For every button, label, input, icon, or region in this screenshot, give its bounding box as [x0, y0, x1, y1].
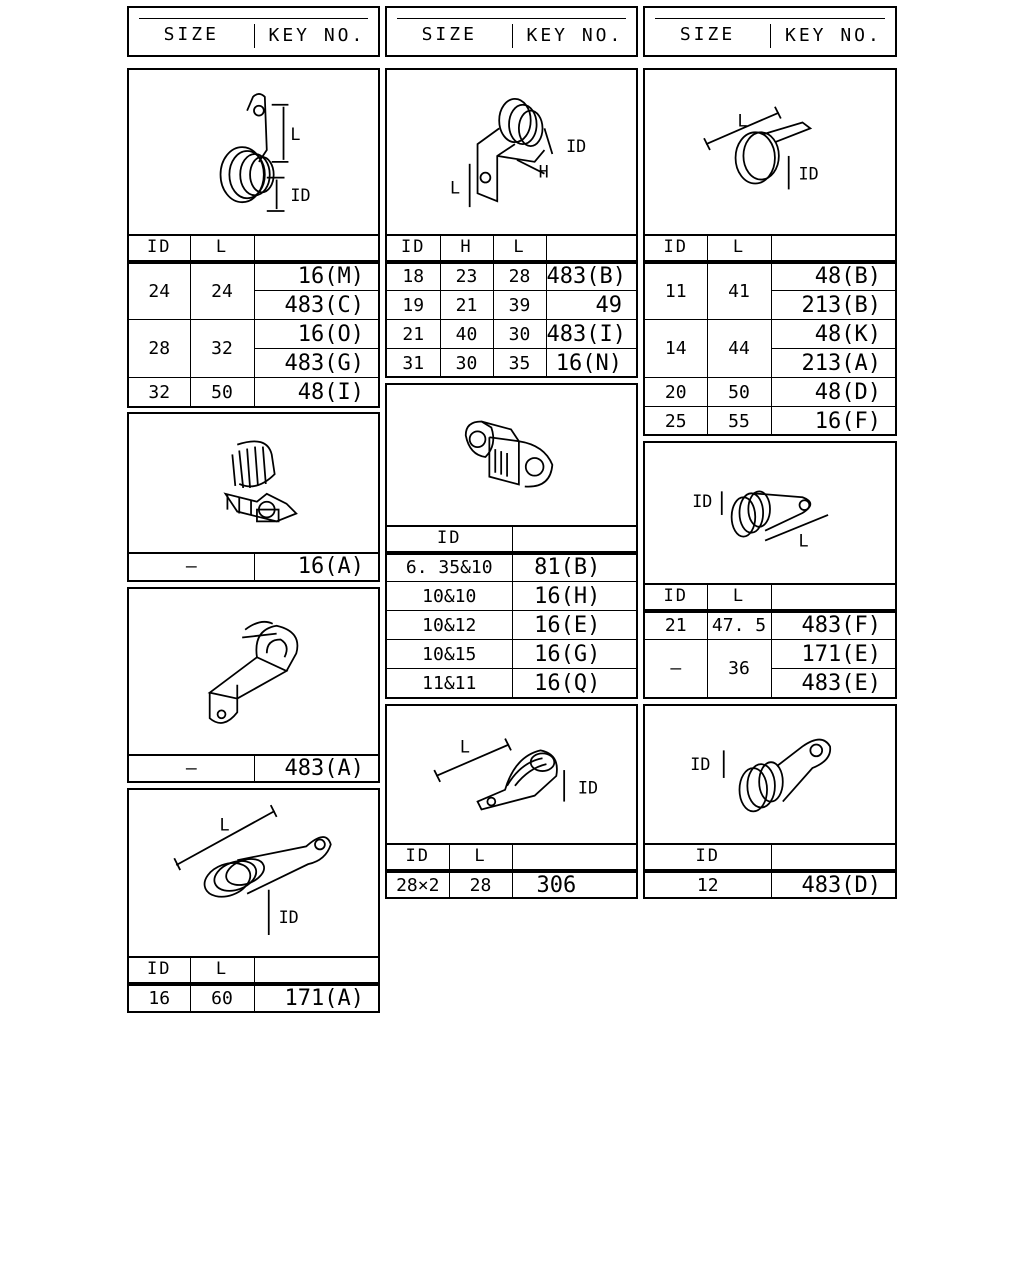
offset-clamp-drawing [387, 70, 636, 234]
dim-label-id: ID [690, 754, 711, 775]
cell-key: 483(E) [771, 669, 895, 698]
clip-illustration [645, 70, 895, 236]
cell-key: 16(F) [771, 407, 895, 436]
col-header-key [771, 844, 895, 871]
cell-key: 16(Q) [512, 669, 636, 698]
clip-illustration [645, 706, 895, 845]
cell-h: 40 [440, 320, 493, 349]
col-header-key [771, 584, 895, 611]
cell-key: 483(A) [254, 755, 378, 782]
clip-panel-offset-clamp [385, 68, 638, 378]
cell-l: 30 [493, 320, 546, 349]
key-no-header-label: KEY NO. [512, 24, 637, 48]
ring-clamp-drawing [645, 70, 895, 234]
col-header-h: H [440, 235, 493, 262]
key-no-header-label: KEY NO. [770, 24, 895, 48]
cell-id: — [645, 640, 707, 698]
cell-key: 16(G) [512, 640, 636, 669]
cell-key: 16(E) [512, 611, 636, 640]
size-table [129, 234, 378, 407]
clip-illustration [645, 443, 895, 585]
clip-illustration [129, 790, 378, 958]
cell-key: 483(I) [546, 320, 636, 349]
cell-l: 41 [707, 262, 771, 320]
column-2-header [385, 6, 638, 57]
col-header-l: L [707, 235, 771, 262]
col-header-id: ID [387, 235, 440, 262]
cell-id: 31 [387, 349, 440, 378]
dim-label-l: L [459, 736, 470, 757]
cell-id: 10&12 [387, 611, 512, 640]
column-1-header [127, 6, 380, 57]
size-header-label: SIZE [163, 24, 219, 45]
cell-key: 16(N) [546, 349, 636, 378]
clip-panel-plastic [127, 412, 380, 582]
cell-id: 14 [645, 320, 707, 378]
cell-size: — [129, 553, 254, 581]
size-table [129, 956, 378, 1012]
size-table [387, 843, 636, 898]
dim-label-id: ID [577, 777, 599, 798]
col-header-id: ID [645, 844, 771, 871]
col-header-l: L [449, 844, 512, 871]
cell-l: 36 [707, 640, 771, 698]
cell-l: 32 [190, 320, 254, 378]
double-clip-drawing [387, 385, 636, 525]
column-3-header [643, 6, 897, 57]
cell-id: 19 [387, 291, 440, 320]
dim-label-l: L [290, 124, 301, 145]
col-header-id: ID [645, 235, 707, 262]
cell-key: 483(B) [546, 262, 636, 291]
clip-panel-double-plastic [385, 383, 638, 699]
dim-label-id: ID [566, 136, 587, 156]
cell-key: 48(B) [771, 262, 895, 291]
size-table [129, 552, 378, 581]
size-table [645, 843, 895, 898]
cell-l: 44 [707, 320, 771, 378]
cell-id: 28 [129, 320, 190, 378]
col-header-id: ID [129, 235, 190, 262]
clip-illustration [129, 414, 378, 554]
col-header-l: L [190, 957, 254, 984]
dim-label-l: L [737, 110, 748, 131]
size-table [387, 234, 636, 378]
clip-panel-ring-clamp [643, 68, 897, 436]
col-header-id: ID [129, 957, 190, 984]
clip-illustration [129, 70, 378, 236]
dim-label-l: L [449, 177, 461, 198]
clip-illustration [387, 385, 636, 527]
cell-size: — [129, 755, 254, 782]
col-header-key [512, 844, 636, 871]
cell-key: 306 [512, 871, 636, 898]
cell-key: 16(A) [254, 553, 378, 581]
cell-l: 50 [707, 378, 771, 407]
col-header-key [254, 957, 378, 984]
cell-l: 55 [707, 407, 771, 436]
cell-id: 11 [645, 262, 707, 320]
col-header-key [546, 235, 636, 262]
cell-l: 39 [493, 291, 546, 320]
size-header-label: SIZE [679, 24, 736, 45]
col-header-l: L [493, 235, 546, 262]
dim-label-id: ID [290, 185, 311, 206]
size-table [387, 525, 636, 698]
bracket-clip-drawing [129, 589, 378, 754]
cell-key: 213(A) [771, 349, 895, 378]
tab-loop-clamp-drawing [645, 706, 895, 843]
cell-id: 18 [387, 262, 440, 291]
cell-key: 171(E) [771, 640, 895, 669]
cell-l: 35 [493, 349, 546, 378]
dim-label-l: L [798, 530, 809, 551]
cell-l: 47. 5 [707, 611, 771, 640]
clip-panel-oval-clamp [385, 704, 638, 899]
cell-key: 48(I) [254, 378, 378, 407]
col-header-key [771, 235, 895, 262]
cell-key: 16(M) [254, 262, 378, 291]
cell-id: 6. 35&10 [387, 553, 512, 582]
cell-id: 10&15 [387, 640, 512, 669]
long-clamp-drawing [129, 790, 378, 956]
clip-panel-loop-clamp [643, 441, 897, 699]
cell-id: 11&11 [387, 669, 512, 698]
cell-h: 21 [440, 291, 493, 320]
clip-illustration [387, 706, 636, 845]
cell-l: 60 [190, 984, 254, 1012]
cell-id: 28×2 [387, 871, 449, 898]
cell-id: 25 [645, 407, 707, 436]
cell-key: 213(B) [771, 291, 895, 320]
col-header-id: ID [387, 526, 512, 553]
cell-id: 20 [645, 378, 707, 407]
col-header-l: L [707, 584, 771, 611]
size-header-label: SIZE [421, 24, 477, 45]
cell-id: 21 [645, 611, 707, 640]
cell-key: 483(D) [771, 871, 895, 898]
cell-l: 24 [190, 262, 254, 320]
key-no-header-label: KEY NO. [254, 24, 379, 48]
cell-h: 30 [440, 349, 493, 378]
size-table [645, 583, 895, 698]
tab-clamp-drawing [129, 70, 378, 234]
size-table [129, 754, 378, 782]
clip-panel-long-clamp [127, 788, 380, 1013]
cell-id: 32 [129, 378, 190, 407]
cell-id: 10&10 [387, 582, 512, 611]
dim-label-h: H [538, 161, 549, 182]
loop-clamp-drawing [645, 443, 895, 583]
cell-l: 28 [449, 871, 512, 898]
dim-label-id: ID [692, 491, 713, 512]
cell-id: 12 [645, 871, 771, 898]
cell-key: 16(O) [254, 320, 378, 349]
cell-key: 483(G) [254, 349, 378, 378]
clip-panel-tab-loop-clamp [643, 704, 897, 899]
col-header-key [254, 235, 378, 262]
cell-key: 81(B) [512, 553, 636, 582]
clip-panel-bracket [127, 587, 380, 783]
cell-h: 23 [440, 262, 493, 291]
plastic-clip-drawing [129, 414, 378, 552]
cell-l: 50 [190, 378, 254, 407]
col-header-key [512, 526, 636, 553]
col-header-id: ID [387, 844, 449, 871]
col-header-l: L [190, 235, 254, 262]
col-header-id: ID [645, 584, 707, 611]
cell-l: 28 [493, 262, 546, 291]
cell-key: 49 [546, 291, 636, 320]
cell-id: 24 [129, 262, 190, 320]
dim-label-id: ID [798, 163, 819, 184]
cell-id: 21 [387, 320, 440, 349]
cell-key: 483(C) [254, 291, 378, 320]
cell-key: 48(D) [771, 378, 895, 407]
clip-illustration [387, 70, 636, 236]
size-table [645, 234, 895, 436]
cell-key: 483(F) [771, 611, 895, 640]
cell-key: 171(A) [254, 984, 378, 1012]
clip-illustration [129, 589, 378, 756]
oval-clamp-drawing [387, 706, 636, 843]
cell-key: 16(H) [512, 582, 636, 611]
dim-label-l: L [219, 814, 230, 835]
cell-id: 16 [129, 984, 190, 1012]
cell-key: 48(K) [771, 320, 895, 349]
dim-label-id: ID [278, 907, 299, 928]
clip-panel-tab-clamp [127, 68, 380, 408]
